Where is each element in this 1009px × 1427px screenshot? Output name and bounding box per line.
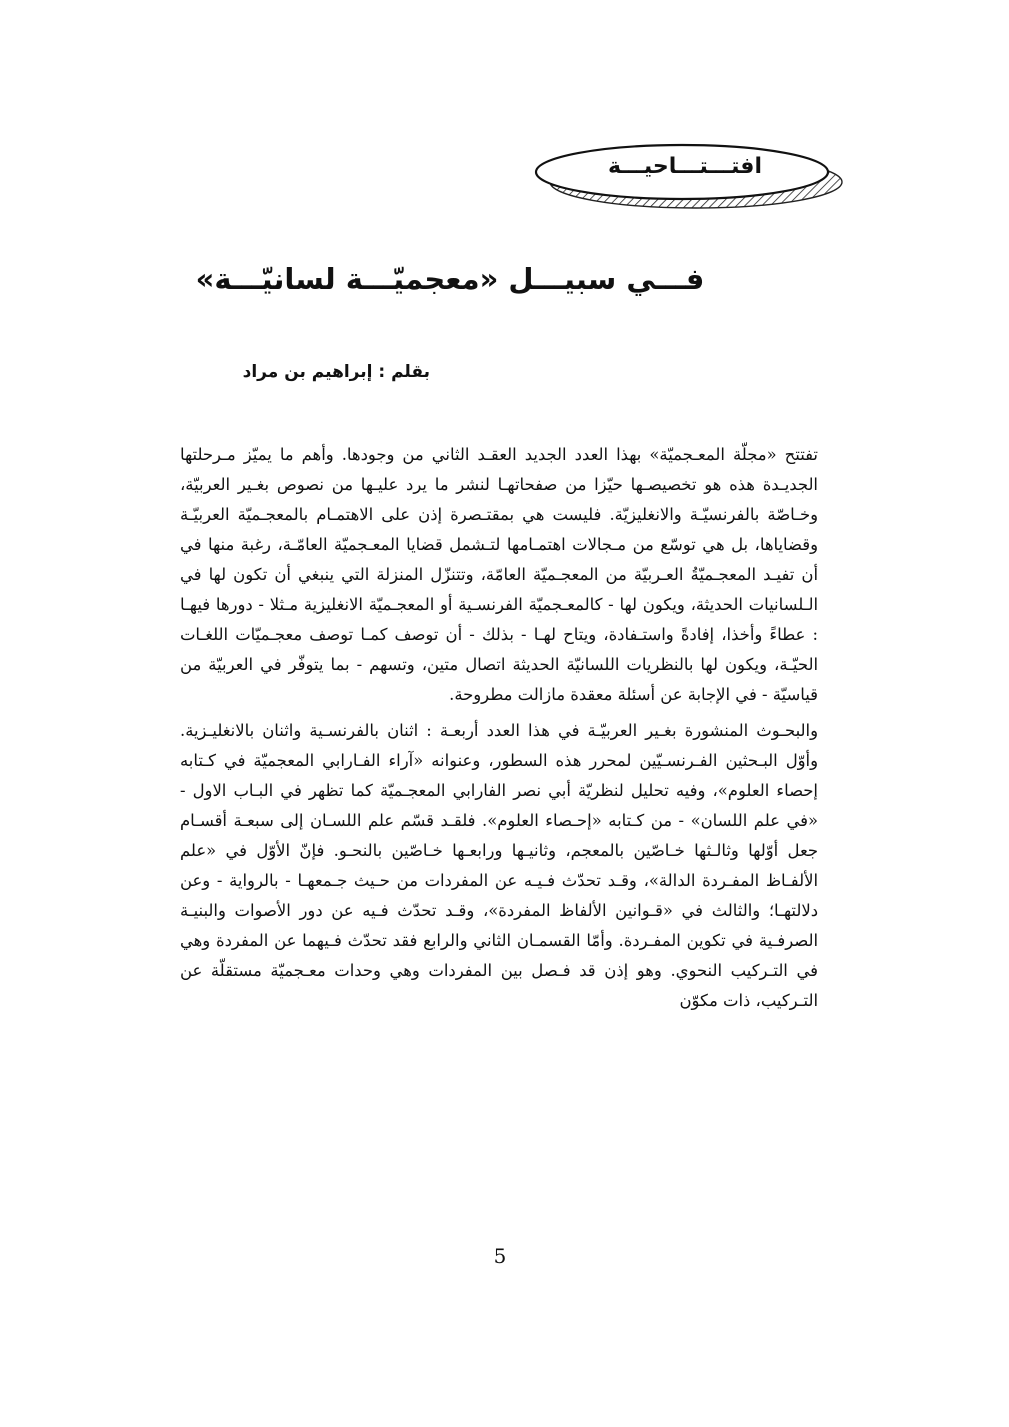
badge-label: افتـــتـــاحيـــة: [607, 154, 763, 179]
article-body: [180, 440, 818, 1022]
page-number: 5: [493, 1244, 507, 1268]
paragraph-2: والبحـوث المنشورة بغـير العربيّـة في هذا العدد أربعـة : اثنان بالفرنسـية واثنان بالانغليـزية. وأوّل البـحثين الفـرنسـيّين لمحرر هذه السطور، وعنوانه «آراء الفـارابي المعجميّة في كـتابه إحصاء العلوم»، وفيه تحليل لنظريّة أبي نصر الفارابي المعجـميّة كما تظهر في البـاب الاول - «في علم اللسان» - من كـتابه «إحـصاء العلوم». فلقـد قسّم علم اللسـان إلى سبعـة أقسـام جعل أوّلها وثالـثها خـاصّين بالمعجم، وثانيـها ورابعـها خـاصّين بالنحـو. فإنّ الأوّل في «علم الألفـاظ المفـردة الدالة»، وقـد تحدّث فـيـه عن المفردات من حـيث جـمعهـا - بالرواية - وعن دلالتهـا؛ والثالث في «قـوانين الألفاظ المفردة»، وقـد تحدّث فـيه عن دور الأصوات والبنيـة الصرفـية في تكوين المفـردة. وأمّا القسمـان الثاني والرابع فقد تحدّث فـيهما عن المفردة وهي في التـركيب النحوي. وهو إذن قد فـصل بين المفردات وهي وحدات معـجميّة مستقلّة عن التـركيب، ذات مكوّن: [180, 721, 818, 1010]
page-title: فـــي سبيـــل «معجميّـــة لسانيّـــة»: [195, 262, 705, 296]
section-badge: [530, 140, 848, 214]
paragraph-1: تفتتح «مجلّة المعـجميّة» بهذا العدد الجديد العقـد الثاني من وجودها. وأهم ما يميّز مـرحلتها الجديـدة هذه هو تخصيصـها حيّزا من صفحاتهـا لنشر ما يرد عليـها من نصوص بغـير العربيّة، وخـاصّة بالفرنسيّـة والانغليزيّة. فليست هي بمقتـصرة إذن على الاهتمـام بالمعجـميّة العربيّـة وقضاياها، بل هي توسّع من مـجالات اهتمـامها لتـشمل قضايا المعـجميّة العامّـة، رغبة منها في أن تفيـد المعجـميّةُ العـربيّة من المعجـميّة العامّة، وتتنزّل المنزلة التي ينبغي أن تكون لها في الـلسانيات الحديثة، ويكون لها - كالمعـجميّة الفرنسـية أو المعجـميّة الانغليزية مـثلا - دورها فيهـا : عطاءً وأخذا، إفادةً واستـفادة، ويتاح لهـا - بذلك - أن توصف كمـا توصف معجـميّات اللغـات الحيّـة، ويكون لها بالنظريات اللسانيّة الحديثة اتصال متين، وتسهم - بما يتوفّر في العربيّة من قياسيّة - في الإجابة عن أسئلة معقدة مازالت مطروحة.: [180, 445, 818, 704]
author-byline: بقلم : إبراهيم بن مراد: [242, 362, 430, 382]
